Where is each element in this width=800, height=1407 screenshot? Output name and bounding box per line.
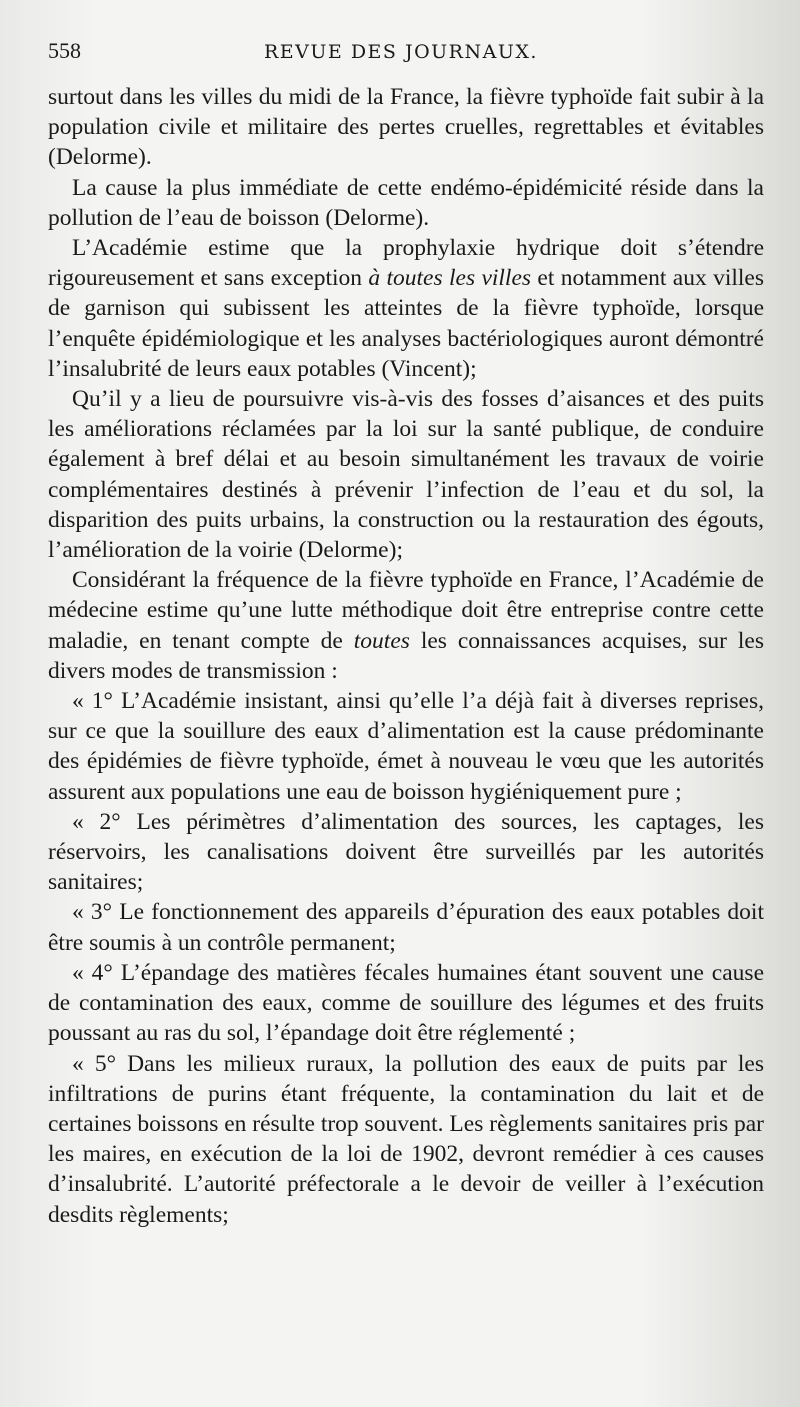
paragraph-point-1: « 1° L’Académie insistant, ainsi qu’elle l’a déjà fait à diverses reprises, sur ce que la souillure des eaux d’alimentation est la cause prédominante des épidémies de fièvre typhoïde, émet à nouveau le vœu que les autorités assurent aux populations une eau de boisson hygiéniquement pure ; [48, 688, 764, 805]
paragraph-ameliorations: Qu’il y a lieu de poursuivre vis-à-vis des fosses d’aisances et des puits les améliorations réclamées par la loi sur la santé publique, de conduire également à bref délai et au besoin simultanément les travaux de voirie complémentaires destinés à prévenir l’infection de l’eau et du sol, la disparition des puits urbains, la construction ou la restauration des égouts, l’amélioration de la voirie (Delorme); [48, 386, 764, 564]
paragraph-considerant: Considérant la fréquence de la fièvre typhoïde en France, l’Académie de médecine estime qu’une lutte méthodique doit être entreprise contre cette maladie, en tenant compte de toutes les connaissances acquises, sur les divers modes de transmission : [48, 567, 764, 684]
running-title: REVUE DES JOURNAUX. [264, 41, 538, 63]
paragraph-point-3: « 3° Le fonctionnement des appareils d’épuration des eaux potables doit être soumis à un contrôle permanent; [48, 899, 764, 956]
paragraph-continuation: surtout dans les villes du midi de la France, la fièvre typhoïde fait subir à la population civile et militaire des pertes cruelles, regrettables et évitables (Delorme). [48, 84, 764, 171]
italic-emphasis: à toutes les villes [368, 265, 532, 292]
paragraph-prophylaxie: L’Académie estime que la prophylaxie hydrique doit s’étendre rigoureusement et sans exception à toutes les villes et notamment aux villes de garnison qui subissent les atteintes de la fièvre typhoïde, lorsque l’enquête épidémiologique et les analyses bactériologiques auront démontré l’insalubrité de leurs eaux potables (Vincent); [48, 235, 764, 382]
paragraph-cause: La cause la plus immédiate de cette endémo-épidémicité réside dans la pollution de l’eau de boisson (Delorme). [48, 174, 764, 231]
page-header [48, 38, 764, 78]
paragraph-point-4: « 4° L’épandage des matières fécales humaines étant souvent une cause de contamination des eaux, comme de souillure des légumes et des fruits poussant au ras du sol, l’épandage doit être réglementé ; [48, 959, 764, 1047]
paragraph-point-2: « 2° Les périmètres d’alimentation des sources, les captages, les réservoirs, les canalisations doivent être surveillés par les autorités sanitaires; [48, 808, 764, 896]
paragraph-point-5: « 5° Dans les milieux ruraux, la pollution des eaux de puits par les infiltrations de purins étant fréquente, la contamination du lait et de certaines boissons en résulte trop souvent. Les règlements sanitaires pris par les maires, en exécution de la loi de 1902, devront remédier à ces causes d’insalubrité. L’autorité préfectorale a le devoir de veiller à l’exécution desdits règlements; [48, 1050, 764, 1228]
page-number: 558 [48, 38, 81, 63]
italic-emphasis: toutes [353, 627, 410, 654]
